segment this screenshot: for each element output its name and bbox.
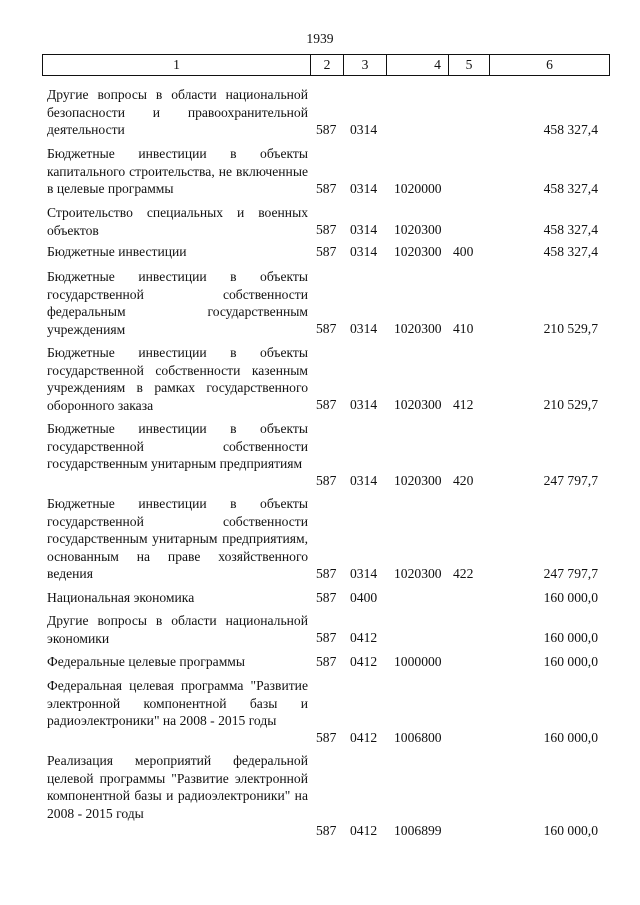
row-description: Бюджетные инвестиции в объекты государственной собственности государственным унитарным предприятиям bbox=[47, 421, 308, 471]
cell-col-2: 587 bbox=[316, 630, 337, 645]
cell-col-6: 160 000,0 bbox=[543, 730, 598, 745]
cell-col-5: 412 bbox=[453, 397, 474, 412]
cell-col-2: 587 bbox=[316, 397, 337, 412]
cell-col-3: 0314 bbox=[350, 222, 378, 237]
cell-col-3: 0412 bbox=[350, 823, 378, 838]
cell-col-6: 160 000,0 bbox=[543, 654, 598, 669]
cell-col-4: 1020300 bbox=[394, 321, 442, 336]
cell-col-3: 0314 bbox=[350, 321, 378, 336]
row-description: Другие вопросы в области национальной экономики bbox=[47, 613, 308, 646]
cell-col-2: 587 bbox=[316, 181, 337, 196]
row-description: Бюджетные инвестиции в объекты государственной собственности государственным унитарным предприятиям, основанным на праве хозяйственного ведения bbox=[47, 496, 308, 581]
cell-col-6: 247 797,7 bbox=[543, 473, 598, 488]
cell-col-3: 0314 bbox=[350, 397, 378, 412]
cell-col-5: 400 bbox=[453, 244, 474, 259]
table-header bbox=[42, 54, 610, 76]
cell-col-6: 210 529,7 bbox=[543, 397, 598, 412]
cell-col-2: 587 bbox=[316, 473, 337, 488]
cell-col-6: 458 327,4 bbox=[543, 122, 598, 137]
cell-col-2: 587 bbox=[316, 222, 337, 237]
cell-col-6: 160 000,0 bbox=[543, 823, 598, 838]
row-description: Бюджетные инвестиции в объекты государственной собственности федеральным государственным учреждениям bbox=[47, 269, 308, 337]
cell-col-3: 0412 bbox=[350, 630, 378, 645]
cell-col-4: 1020300 bbox=[394, 397, 442, 412]
cell-col-2: 587 bbox=[316, 244, 337, 259]
cell-col-5: 422 bbox=[453, 566, 474, 581]
header-col-5: 5 bbox=[465, 57, 473, 72]
header-col-6: 6 bbox=[546, 57, 553, 72]
cell-col-6: 160 000,0 bbox=[543, 590, 598, 605]
cell-col-3: 0400 bbox=[350, 590, 378, 605]
cell-col-4: 1006899 bbox=[394, 823, 442, 838]
row-description: Федеральные целевые программы bbox=[47, 654, 246, 669]
cell-col-4: 1006800 bbox=[394, 730, 442, 745]
cell-col-3: 0314 bbox=[350, 473, 378, 488]
cell-col-4: 1020300 bbox=[394, 244, 442, 259]
cell-col-6: 458 327,4 bbox=[543, 181, 598, 196]
header-col-1: 1 bbox=[173, 57, 180, 72]
cell-col-4: 1000000 bbox=[394, 654, 442, 669]
row-description: Бюджетные инвестиции в объекты капитального строительства, не включенные в целевые программы bbox=[47, 146, 308, 196]
header-col-3: 3 bbox=[361, 57, 369, 72]
row-description: Реализация мероприятий федеральной целевой программы "Развитие электронной компонентной базы и радиоэлектроники" на 2008 - 2015 годы bbox=[47, 753, 308, 821]
row-description: Бюджетные инвестиции в объекты государственной собственности казенным учреждениям в рамках государственного оборонного заказа bbox=[47, 345, 308, 413]
cell-col-3: 0314 bbox=[350, 244, 378, 259]
page-number: 1939 bbox=[306, 31, 334, 46]
cell-col-6: 247 797,7 bbox=[543, 566, 598, 581]
header-col-2: 2 bbox=[323, 57, 331, 72]
cell-col-4: 1020300 bbox=[394, 566, 442, 581]
cell-col-5: 410 bbox=[453, 321, 474, 336]
cell-col-3: 0314 bbox=[350, 181, 378, 196]
cell-col-2: 587 bbox=[316, 566, 337, 581]
cell-col-3: 0412 bbox=[350, 654, 378, 669]
cell-col-2: 587 bbox=[316, 590, 337, 605]
row-description: Федеральная целевая программа "Развитие электронной компонентной базы и радиоэлектроники" на 2008 - 2015 годы bbox=[47, 678, 308, 728]
cell-col-2: 587 bbox=[316, 823, 337, 838]
cell-col-2: 587 bbox=[316, 730, 337, 745]
row-description: Бюджетные инвестиции bbox=[47, 244, 187, 259]
cell-col-4: 1020000 bbox=[394, 181, 442, 196]
cell-col-4: 1020300 bbox=[394, 222, 442, 237]
cell-col-5: 420 bbox=[453, 473, 474, 488]
cell-col-3: 0314 bbox=[350, 566, 378, 581]
cell-col-3: 0314 bbox=[350, 122, 378, 137]
cell-col-6: 458 327,4 bbox=[543, 244, 598, 259]
cell-col-6: 210 529,7 bbox=[543, 321, 598, 336]
cell-col-4: 1020300 bbox=[394, 473, 442, 488]
cell-col-2: 587 bbox=[316, 122, 337, 137]
cell-col-6: 458 327,4 bbox=[543, 222, 598, 237]
row-description: Другие вопросы в области национальной безопасности и правоохранительной деятельности bbox=[47, 87, 308, 137]
cell-col-2: 587 bbox=[316, 654, 337, 669]
cell-col-3: 0412 bbox=[350, 730, 378, 745]
header-col-4: 4 bbox=[434, 57, 441, 72]
row-description: Национальная экономика bbox=[47, 590, 195, 605]
cell-col-6: 160 000,0 bbox=[543, 630, 598, 645]
row-description: Строительство специальных и военных объектов bbox=[47, 205, 308, 238]
cell-col-2: 587 bbox=[316, 321, 337, 336]
